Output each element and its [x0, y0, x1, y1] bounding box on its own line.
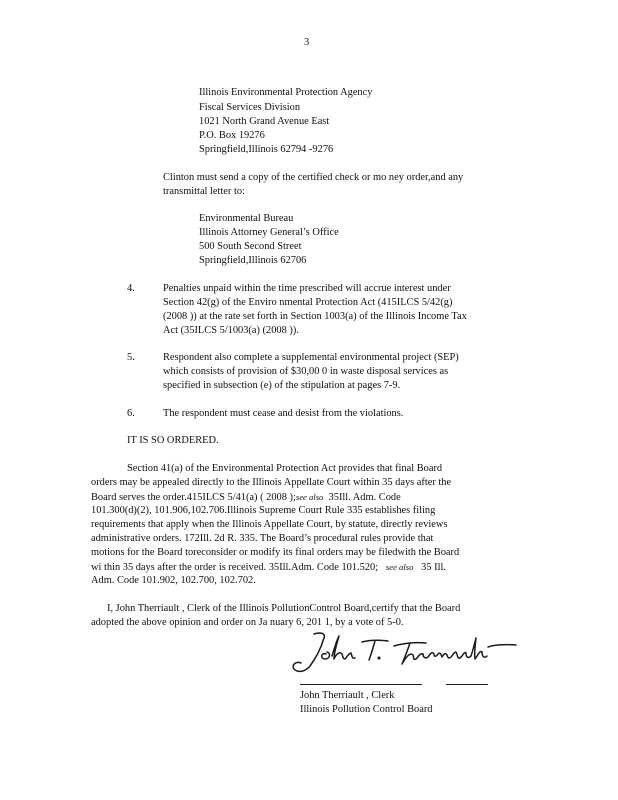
signature-line — [300, 684, 422, 685]
item-number: 4. — [127, 283, 135, 294]
text-run: 35Ill. Adm. Code — [328, 492, 401, 503]
address-line: P.O. Box 19276 — [199, 130, 265, 141]
page-number: 3 — [304, 37, 310, 48]
paragraph-line — [91, 490, 401, 505]
so-ordered-heading: IT IS SO ORDERED. — [127, 435, 219, 446]
paragraph-line: adopted the above opinion and order on Ja nuary 6, 201 1, by a vote of 5-0. — [91, 617, 404, 628]
paragraph-line: Adm. Code 101.902, 102.700, 102.702. — [91, 575, 256, 586]
address-line: Illinois Environmental Protection Agency — [199, 87, 373, 98]
paragraph-line: (2008 )) at the rate set forth in Section 1003(a) of the Illinois Income Tax — [163, 311, 467, 322]
address-line: Springfield,Illinois 62794 -9276 — [199, 144, 334, 155]
address-line: 1021 North Grand Avenue East — [199, 116, 330, 127]
paragraph-line: The respondent must cease and desist from the violations. — [163, 408, 404, 419]
paragraph-line — [91, 560, 446, 575]
see-also-italic: see also — [295, 492, 324, 502]
text-run: 35 Ill. — [421, 562, 446, 573]
address-line: Environmental Bureau — [199, 213, 294, 224]
address-line: Illinois Attorney General’s Office — [199, 227, 339, 238]
paragraph-line: motions for the Board toreconsider or modify its final orders may be filedwith the Board — [91, 547, 460, 558]
item-number: 6. — [127, 408, 135, 419]
paragraph-line: orders may be appealed directly to the Illinois Appellate Court within 35 days after the — [91, 477, 452, 488]
paragraph-line: Act (35ILCS 5/1003(a) (2008 )). — [163, 325, 299, 336]
paragraph-line: which consists of provision of $30,00 0 in waste disposal services as — [163, 366, 449, 377]
paragraph-line: specified in subsection (e) of the stipulation at pages 7-9. — [163, 380, 401, 391]
clerk-signature-image — [288, 628, 528, 680]
address-line: Fiscal Services Division — [199, 102, 301, 113]
see-also-italic: see also — [385, 562, 414, 572]
paragraph-line: transmittal letter to: — [163, 186, 245, 197]
paragraph-line: Respondent also complete a supplemental environmental project (SEP) — [163, 352, 459, 363]
paragraph-line: Section 42(g) of the Enviro nmental Protection Act (415ILCS 5/42(g) — [163, 297, 453, 308]
paragraph-line: Section 41(a) of the Environmental Protection Act provides that final Board — [127, 463, 443, 474]
clerk-name: John Therriault , Clerk — [300, 690, 395, 701]
paragraph-line: I, John Therriault , Clerk of the Illinois PollutionControl Board,certify that the Board — [107, 603, 461, 614]
signature-line — [446, 684, 488, 685]
paragraph-line: requirements that apply when the Illinois Appellate Court, by statute, directly reviews — [91, 519, 448, 530]
text-run: Board serves the order.415ILCS 5/41(a) ( 2008 ); — [91, 492, 296, 503]
clerk-title: Illinois Pollution Control Board — [300, 704, 433, 715]
address-line: Springfield,Illinois 62706 — [199, 255, 307, 266]
paragraph-line: Clinton must send a copy of the certified check or mo ney order,and any — [163, 172, 464, 183]
paragraph-line: 101.300(d)(2), 101.906,102.706.Illinois Supreme Court Rule 335 establishes filing — [91, 505, 436, 516]
address-line: 500 South Second Street — [199, 241, 302, 252]
item-number: 5. — [127, 352, 135, 363]
paragraph-line: Penalties unpaid within the time prescribed will accrue interest under — [163, 283, 451, 294]
text-run: wi thin 35 days after the order is received. 35Ill.Adm. Code 101.520; — [91, 562, 379, 573]
paragraph-line: administrative orders. 172Ill. 2d R. 335. The Board’s procedural rules provide that — [91, 533, 434, 544]
